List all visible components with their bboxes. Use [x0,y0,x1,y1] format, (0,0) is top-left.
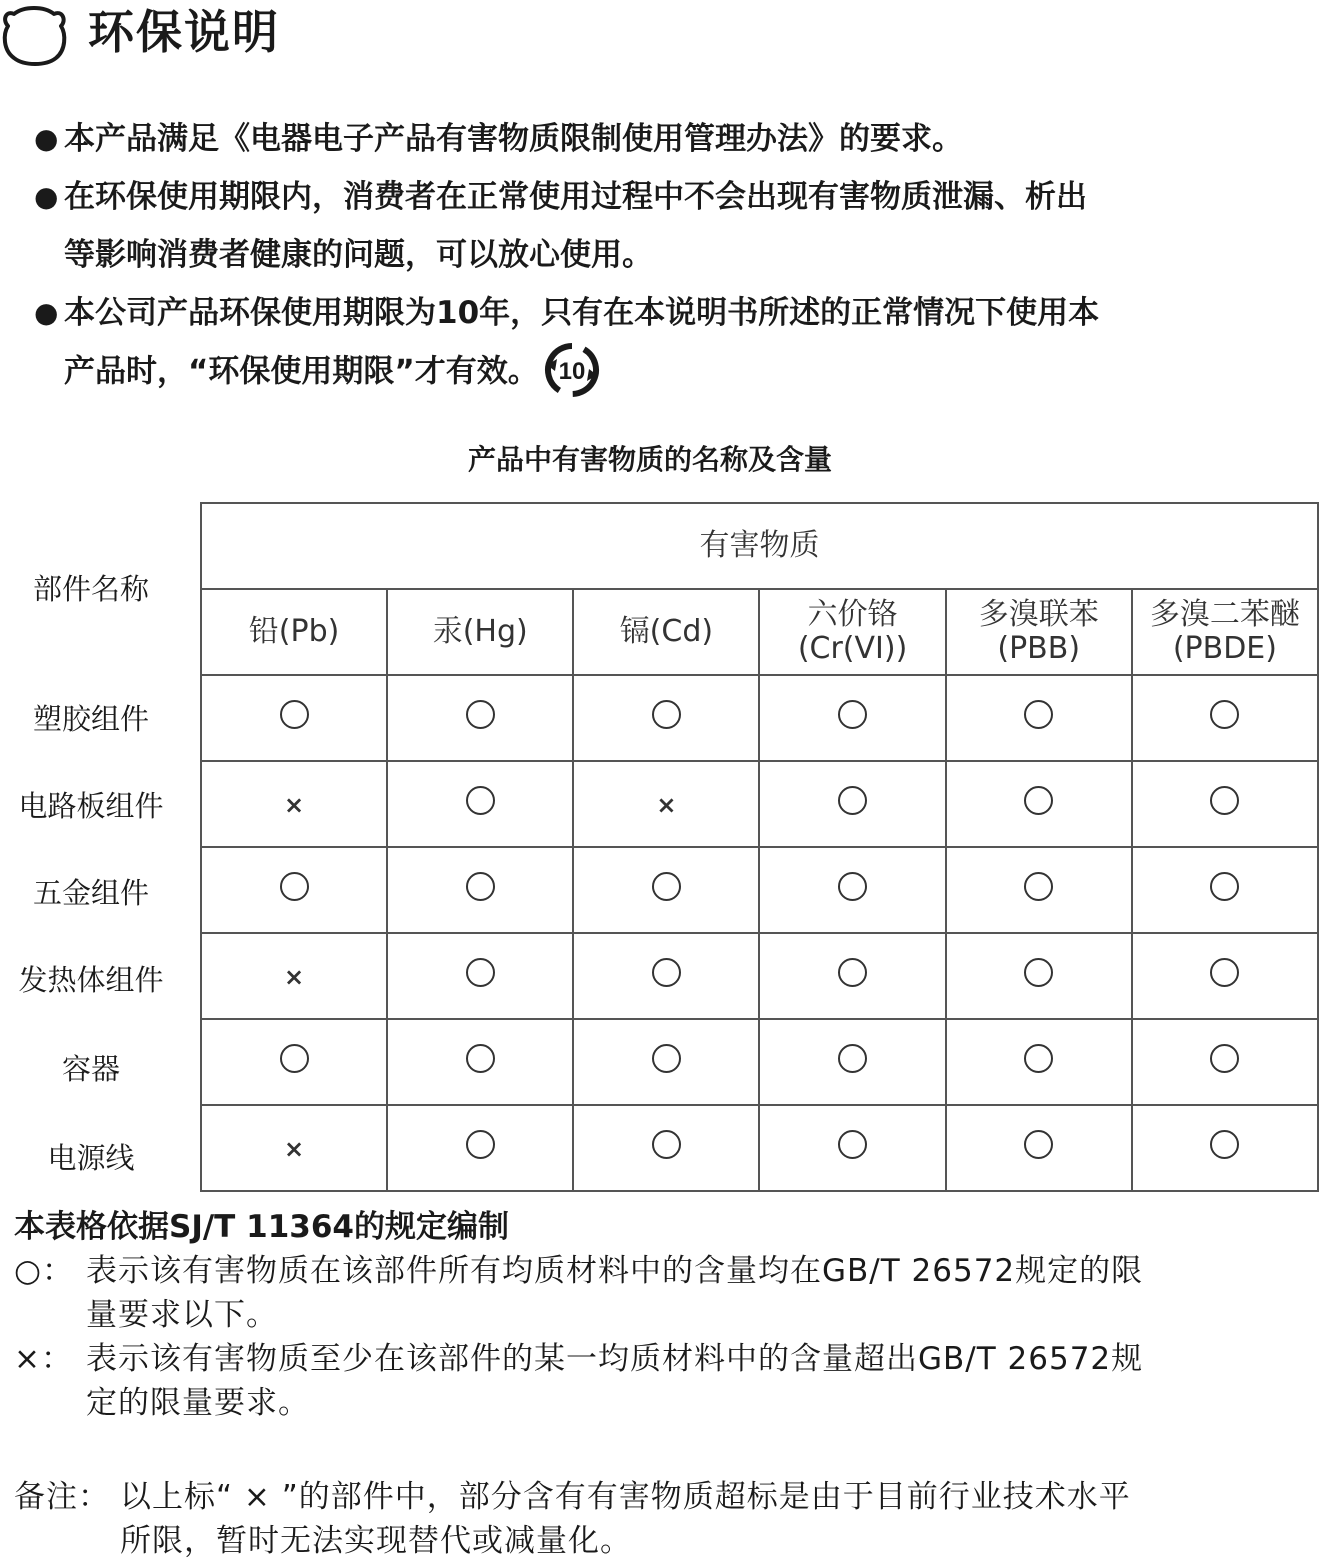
bullet: ● [34,180,59,213]
column-header-line: 多溴联苯 [978,597,1099,632]
below-limit-mark [652,958,681,987]
remark-line: 所限，暂时无法实现替代或减量化。 [120,1523,632,1559]
below-limit-mark [466,1044,495,1073]
below-limit-mark [1024,700,1053,729]
substance-cell [1132,847,1318,933]
parts-header: 部件名称 [32,572,149,606]
below-limit-mark [1210,1130,1239,1159]
substance-cell [573,1019,759,1105]
below-limit-mark [280,872,309,901]
substance-cell [201,1019,387,1105]
substance-cell [387,761,573,847]
row-label: 发热体组件 [18,963,164,997]
below-limit-mark [280,1044,309,1073]
intro-item [34,284,1294,404]
substance-cell [759,1019,945,1105]
below-limit-mark [838,1130,867,1159]
column-header-line: 多溴二苯醚 [1149,597,1300,632]
below-limit-mark [466,700,495,729]
below-limit-mark [280,700,309,729]
table-row [201,1019,1318,1105]
substance-header: 有害物质 [201,503,1318,589]
substance-cell [759,1105,945,1191]
below-limit-mark [1024,1044,1053,1073]
row-label: 电源线 [47,1141,135,1175]
exceeds-limit-mark: × [284,1134,305,1163]
row-label: 塑胶组件 [32,702,149,736]
substance-cell [387,1105,573,1191]
remark-line: 以上标“ × ”的部件中，部分含有有害物质超标是由于目前行业技术水平 [120,1479,1131,1515]
legend-symbol: ×： [14,1341,73,1377]
substance-cell [387,933,573,1019]
column-header [201,589,387,675]
table-notes [14,1205,1314,1563]
environmental-protection-use-period-icon [541,339,603,401]
bullet: ● [34,122,59,155]
below-limit-mark [838,1044,867,1073]
substance-cell [573,1105,759,1191]
row-label: 五金组件 [32,876,149,910]
intro-line [64,342,1294,404]
substance-cell [573,761,759,847]
substance-cell [946,1019,1132,1105]
column-header [946,589,1132,675]
substance-cell [946,847,1132,933]
substance-cell [1132,933,1318,1019]
below-limit-mark [466,786,495,815]
substance-cell [387,675,573,761]
column-header-row [201,589,1318,675]
substance-cell [1132,1019,1318,1105]
remark [14,1475,1314,1563]
below-limit-mark [838,958,867,987]
bullet: ● [34,296,59,329]
intro-line-text: 产品时，“环保使用期限”才有效。 [64,353,539,390]
substance-cell [201,847,387,933]
legend-item [14,1337,1314,1425]
intro-line: 本公司产品环保使用期限为10年，只有在本说明书所述的正常情况下使用本 [64,295,1100,331]
table-row [201,847,1318,933]
column-header-line: (PBDE) [1172,631,1277,666]
substance-cell [387,1019,573,1105]
intro-line: 在环保使用期限内，消费者在正常使用过程中不会出现有害物质泄漏、析出 [64,179,1087,215]
substance-cell [201,933,387,1019]
below-limit-mark [838,700,867,729]
hazardous-substance-table [200,502,1319,1192]
row-label: 容器 [61,1052,120,1086]
intro-statements [34,110,1294,404]
substance-cell [946,1105,1132,1191]
below-limit-mark [838,872,867,901]
substance-cell [946,933,1132,1019]
below-limit-mark [1024,872,1053,901]
substance-cell [946,675,1132,761]
intro-line: 等影响消费者健康的问题，可以放心使用。 [64,237,653,273]
table-body [201,675,1318,1191]
substance-cell [1132,761,1318,847]
below-limit-mark [466,872,495,901]
below-limit-mark [1210,872,1239,901]
below-limit-mark [1210,1044,1239,1073]
below-limit-mark [652,700,681,729]
page-title: 环保说明 [88,5,280,59]
table-basis-note: 本表格依据SJ/T 11364的规定编制 [14,1209,509,1245]
substance-cell [759,933,945,1019]
row-label: 电路板组件 [18,789,164,823]
column-header-line: 镉(Cd) [619,614,714,649]
legend-line: 定的限量要求。 [86,1385,310,1421]
column-header [573,589,759,675]
exceeds-limit-mark: × [284,962,305,991]
substance-cell [573,675,759,761]
below-limit-mark [1024,786,1053,815]
remark-label: 备注： [14,1479,110,1515]
substance-cell [1132,675,1318,761]
below-limit-mark [466,958,495,987]
table-header-row [201,503,1318,589]
table-title: 产品中有害物质的名称及含量 [467,443,832,476]
exceeds-limit-mark: × [284,790,305,819]
column-header-line: (PBB) [997,631,1081,666]
page-header [0,0,600,70]
table-row [201,933,1318,1019]
substance-cell [573,933,759,1019]
below-limit-mark [1210,700,1239,729]
substance-cell [946,761,1132,847]
substance-cell [759,761,945,847]
exceeds-limit-mark: × [656,790,677,819]
column-header [387,589,573,675]
below-limit-mark [1210,786,1239,815]
below-limit-mark [466,1130,495,1159]
substance-cell [1132,1105,1318,1191]
intro-line: 本产品满足《电器电子产品有害物质限制使用管理办法》的要求。 [64,121,963,157]
column-header-line: (Cr(VI)) [797,631,908,666]
below-limit-mark [652,872,681,901]
substance-cell [387,847,573,933]
legend-line: 表示该有害物质至少在该部件的某一均质材料中的含量超出GB/T 26572规 [86,1341,1144,1377]
legend-symbol: ○： [14,1253,75,1289]
substance-cell [201,761,387,847]
substance-cell [759,675,945,761]
below-limit-mark [1210,958,1239,987]
column-header-line: 六价铬 [807,597,898,632]
below-limit-mark [838,786,867,815]
intro-item [34,168,1294,284]
below-limit-mark [652,1130,681,1159]
bear-face-icon [0,0,72,70]
column-header-line: 汞(Hg) [432,614,528,649]
below-limit-mark [1024,1130,1053,1159]
substance-cell [573,847,759,933]
column-header-line: 铅(Pb) [248,614,340,649]
column-header [1132,589,1318,675]
legend-line: 表示该有害物质在该部件所有均质材料中的含量均在GB/T 26572规定的限 [86,1253,1144,1289]
column-header [759,589,945,675]
intro-item [34,110,1294,168]
logo-number: 10 [558,358,586,385]
table-row [201,1105,1318,1191]
legend-item [14,1249,1314,1337]
substance-cell [759,847,945,933]
below-limit-mark [652,1044,681,1073]
table-row [201,675,1318,761]
legend-line: 量要求以下。 [86,1297,278,1333]
below-limit-mark [1024,958,1053,987]
substance-cell [201,1105,387,1191]
table-row [201,761,1318,847]
substance-cell [201,675,387,761]
